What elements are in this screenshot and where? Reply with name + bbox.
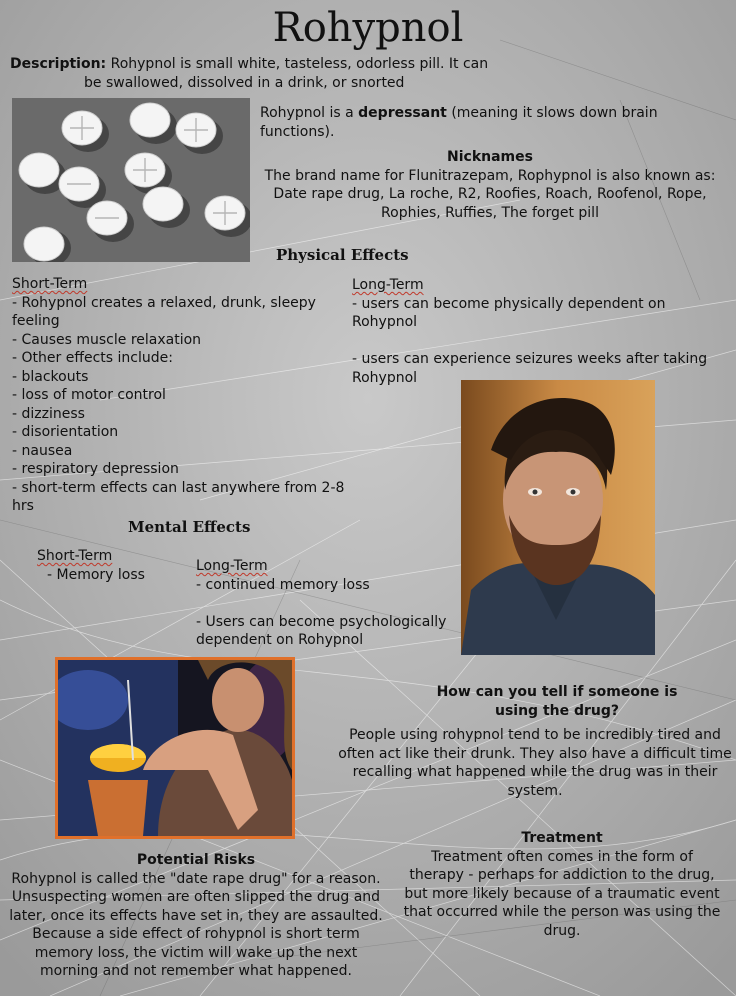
risks-line: Because a side effect of rohypnol is short term xyxy=(32,926,360,942)
tell-line: often act like their drunk. They also have a difficult time xyxy=(338,745,732,762)
physical-short-line: - Other effects include: xyxy=(12,350,173,366)
tell-line: system. xyxy=(507,782,563,799)
physical-short-line: - blackouts xyxy=(12,368,89,385)
physical-effects-heading: Physical Effects xyxy=(276,246,409,264)
physical-long-line: Rohypnol xyxy=(352,314,418,330)
tell-heading: How can you tell if someone is xyxy=(436,684,678,700)
mental-short-term xyxy=(37,547,197,584)
pills-photo xyxy=(12,98,250,262)
mental-long-line: - continued memory loss xyxy=(196,576,370,593)
nicknames-line: Date rape drug, La roche, R2, Roofies, Roach, Roofenol, Rope, xyxy=(273,186,707,202)
tell-line: recalling what happened while the drug was in their xyxy=(352,764,718,780)
mental-effects-heading: Mental Effects xyxy=(128,518,251,536)
risks-line: later, once its effects have set in, they are assaulted. xyxy=(9,907,383,924)
page-title: Rohypnol xyxy=(272,5,464,51)
treatment-heading: Treatment xyxy=(521,830,603,846)
drink-photo xyxy=(55,657,295,839)
mental-long-term xyxy=(196,557,456,650)
physical-long-line: Rohypnol xyxy=(352,369,418,386)
risks-line: memory loss, the victim will wake up the next xyxy=(34,944,358,961)
mental-long-line: - Users can become psychologically xyxy=(196,613,447,630)
man-portrait-photo xyxy=(461,380,655,655)
mental-long-label: Long-Term xyxy=(196,558,268,574)
physical-long-line: - users can become physically dependent on xyxy=(352,295,666,312)
tell-line: People using rohypnol tend to be incredibly tired and xyxy=(349,727,721,743)
description-text: Rohypnol is small white, tasteless, odorless pill. It can xyxy=(110,56,489,72)
tell-body xyxy=(335,726,735,800)
tell-heading-2: using the drug? xyxy=(494,702,620,719)
man-portrait-image xyxy=(461,380,655,655)
mental-long-line xyxy=(196,594,456,613)
physical-short-line: hrs xyxy=(12,498,34,514)
physical-long-line xyxy=(352,332,732,351)
depressant-line xyxy=(260,104,730,141)
mental-short-label: Short-Term xyxy=(37,548,113,564)
treatment-line: therapy - perhaps for addiction to the drug, xyxy=(409,867,715,883)
physical-short-line: - disorientation xyxy=(12,424,119,440)
risks-heading: Potential Risks xyxy=(136,852,256,868)
risks-line: Unsuspecting women are often slipped the drug and xyxy=(11,889,381,905)
nicknames-section xyxy=(255,148,725,222)
physical-short-line: - loss of motor control xyxy=(12,387,166,403)
pills-image xyxy=(12,98,250,262)
drink-image xyxy=(58,660,292,836)
nicknames-line: Rophies, Ruffies, The forget pill xyxy=(381,204,599,221)
physical-short-term xyxy=(12,275,352,516)
treatment-line: that occurred while the person was using the xyxy=(403,904,721,920)
description-label: Description: xyxy=(10,56,107,72)
description xyxy=(10,55,490,74)
risks-section xyxy=(4,851,388,981)
treatment-section xyxy=(390,829,734,940)
depressant-bold: depressant xyxy=(358,105,447,121)
physical-short-line: - respiratory depression xyxy=(12,461,179,477)
physical-long-label: Long-Term xyxy=(352,277,424,293)
physical-short-line: - Causes muscle relaxation xyxy=(12,331,202,348)
depressant-post: (meaning it slows down brain functions). xyxy=(260,105,658,140)
physical-short-line: - nausea xyxy=(12,442,73,459)
risks-line: Rohypnol is called the "date rape drug" for a reason. xyxy=(11,870,381,887)
mental-short-text: - Memory loss xyxy=(47,566,145,583)
description-text-2: be swallowed, dissolved in a drink, or snorted xyxy=(84,75,405,91)
risks-line: morning and not remember what happened. xyxy=(39,963,352,979)
depressant-pre: Rohypnol is a xyxy=(260,105,359,121)
physical-short-line: - short-term effects can last anywhere from 2-8 xyxy=(12,479,345,496)
nicknames-heading: Nicknames xyxy=(447,149,533,165)
physical-short-line: feeling xyxy=(12,313,60,329)
treatment-line: but more likely because of a traumatic event xyxy=(404,885,720,902)
physical-short-line: - Rohypnol creates a relaxed, drunk, sleepy xyxy=(12,294,316,311)
treatment-line: drug. xyxy=(543,922,581,939)
tell-section-heading xyxy=(412,683,702,720)
physical-long-term xyxy=(352,276,732,387)
physical-short-line: - dizziness xyxy=(12,405,85,422)
treatment-line: Treatment often comes in the form of xyxy=(431,848,693,865)
physical-long-line: - users can experience seizures weeks after taking xyxy=(352,351,708,367)
nicknames-line: The brand name for Flunitrazepam, Rophypnol is also known as: xyxy=(264,167,716,184)
physical-short-label: Short-Term xyxy=(12,276,88,292)
mental-long-line: dependent on Rohypnol xyxy=(196,632,364,648)
